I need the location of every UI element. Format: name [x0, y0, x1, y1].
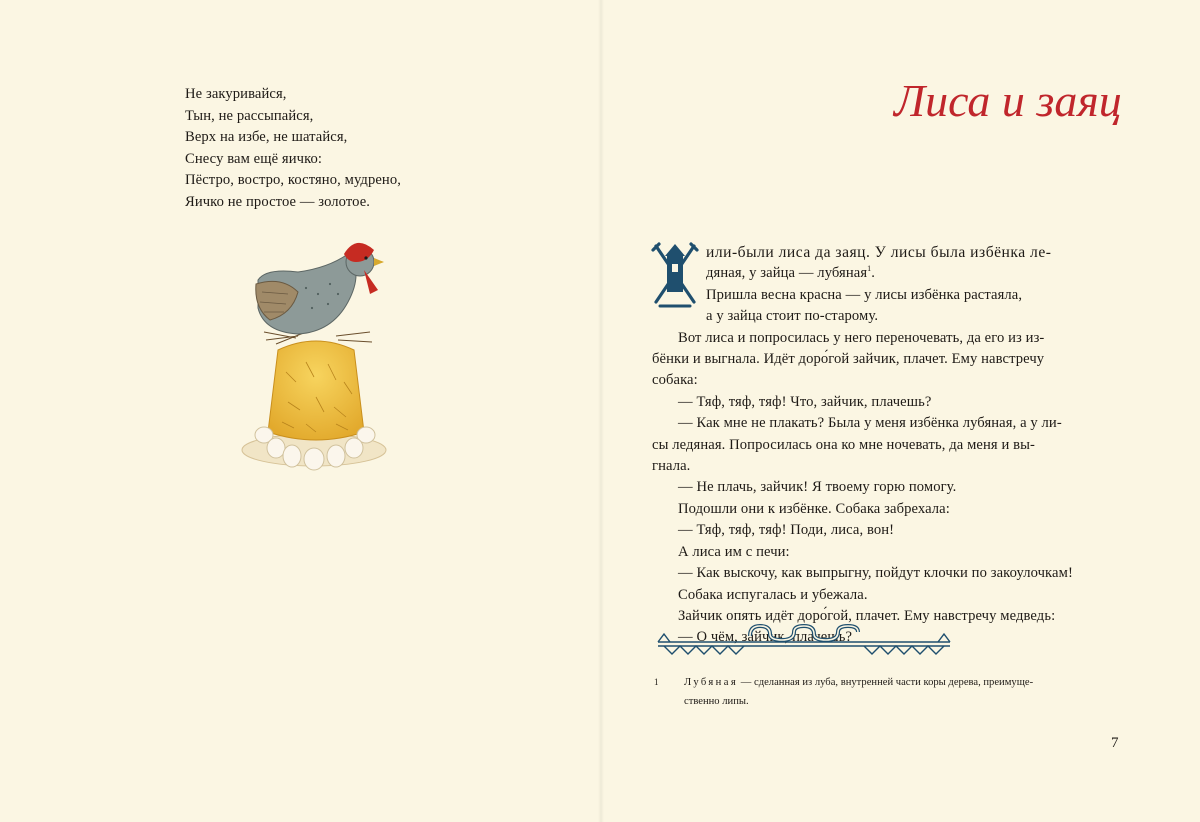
poem-line: Пёстро, востро, костяно, мудрено,: [185, 172, 401, 189]
poem-line: Верх на избе, не шатайся,: [185, 129, 348, 146]
text-line: — Тяф, тяф, тяф! Поди, лиса, вон!: [678, 522, 895, 539]
page-gutter: [598, 0, 604, 822]
text-line: [652, 263, 1124, 284]
text-line: Вот лиса и попросилась у него переночевать, да его из из-: [678, 329, 1045, 346]
footnote-ref: 1: [867, 264, 872, 274]
text-span: или-были лиса да заяц. У лисы была избёнка ле-: [706, 244, 1052, 261]
text-line: бёнки и выгнала. Идёт доро́гой зайчик, плачет. Ему навстречу: [652, 351, 1045, 368]
text-line: — О чём, зайчик, плачешь?: [678, 629, 853, 646]
text-line: сы ледяная. Попросилась она ко мне ночевать, да меня и вы-: [652, 436, 1035, 453]
text-line: Собака испугалась и убежала.: [678, 586, 868, 603]
footnote-text: — сделанная из луба, внутренней части коры дерева, преимуще-: [738, 677, 1034, 688]
text-line: собака:: [652, 372, 698, 389]
title-text: Лиса и заяц: [894, 75, 1122, 126]
text-line: Пришла весна красна — у лисы избёнка растаяла,: [706, 286, 1023, 303]
poem-line: Тын, не рассыпайся,: [185, 107, 314, 124]
text-span: дяная, у зайца — лубяная: [706, 265, 868, 282]
story-body: [652, 242, 1124, 649]
text-line: — Не плачь, зайчик! Я твоему горю помогу.: [678, 479, 957, 496]
text-line: — Как выскочу, как выпрыгну, пойдут клочки по закоулочкам!: [678, 565, 1073, 582]
poem: [185, 84, 401, 214]
text-line: — Тяф, тяф, тяф! Что, зайчик, плачешь?: [678, 393, 932, 410]
poem-line: Снесу вам ещё яичко:: [185, 150, 323, 167]
footnote: [654, 673, 1134, 711]
text-line: [652, 242, 1124, 263]
text-line: а у зайца стоит по-старому.: [706, 308, 879, 325]
text-line: Зайчик опять идёт доро́гой, плачет. Ему навстречу медведь:: [678, 607, 1056, 624]
hen-on-nest-illustration: [236, 232, 396, 494]
text-line: — Как мне не плакать? Была у меня избёнка лубяная, а у ли-: [678, 415, 1062, 432]
footnote-term: Лубяная: [684, 677, 739, 688]
text-line: гнала.: [652, 458, 691, 475]
footnote-mark: 1: [654, 677, 659, 687]
page-number: 7: [1111, 735, 1119, 751]
story-title: [890, 62, 1140, 134]
text-span: .: [871, 265, 876, 282]
decorative-divider: [654, 618, 954, 658]
drop-cap-letter: [650, 240, 700, 310]
footnote-line: [654, 673, 1134, 692]
poem-line: Не закуривайся,: [185, 86, 287, 102]
text-line: А лиса им с печи:: [678, 543, 790, 560]
poem-line: Яичко не простое — золотое.: [185, 193, 371, 210]
text-line: Подошли они к избёнке. Собака забрехала:: [678, 500, 950, 517]
footnote-line: ственно липы.: [684, 696, 749, 707]
